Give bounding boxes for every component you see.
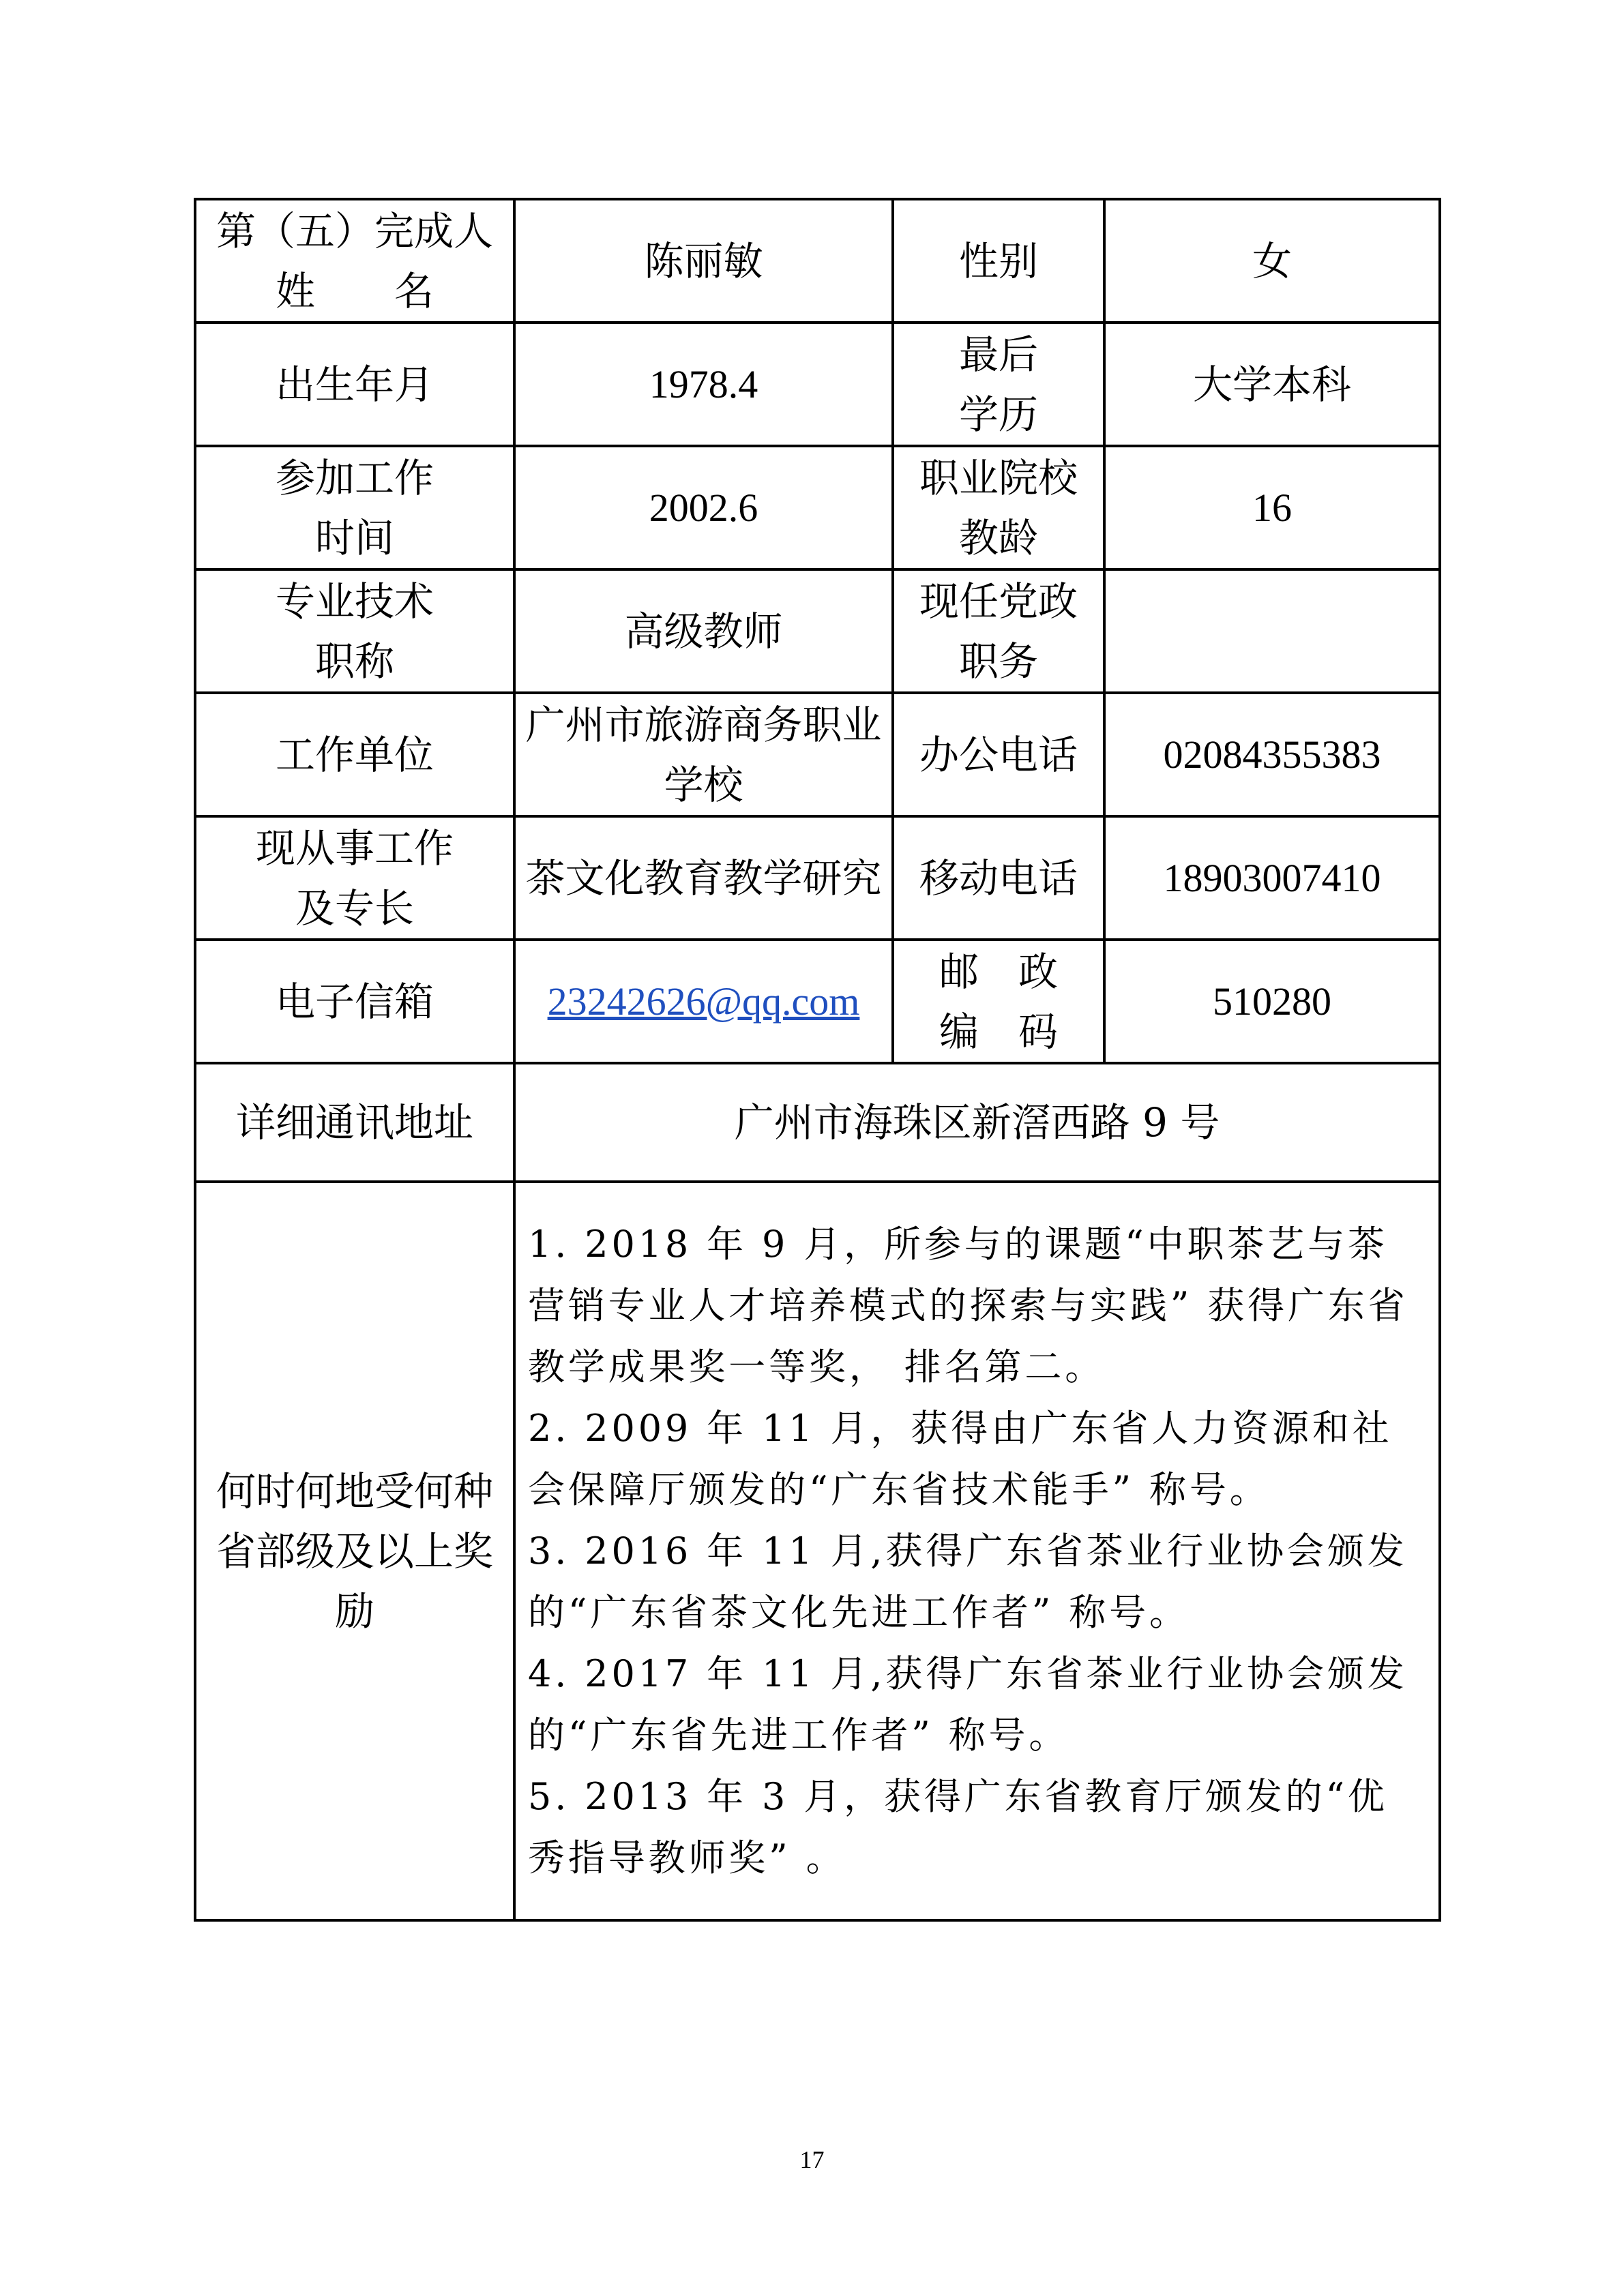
- row-email: [195, 940, 1440, 1063]
- email-label: 电子信箱: [195, 940, 514, 1063]
- personal-info-form: [194, 198, 1441, 1922]
- specialty-value: 茶文化教育教学研究: [514, 816, 893, 940]
- row-title: [195, 569, 1440, 693]
- row-specialty: [195, 816, 1440, 940]
- row-work-start: [195, 446, 1440, 569]
- gender-label: 性别: [893, 199, 1104, 323]
- postcode-value: 510280: [1104, 940, 1440, 1063]
- awards-list: [514, 1182, 1440, 1920]
- work-start-label: 参加工作 时间: [195, 446, 514, 569]
- birth-label: 出生年月: [195, 323, 514, 446]
- award-item: 1. 2018 年 9 月，所参与的课题“中职茶艺与茶营销专业人才培养模式的探索与实践” 获得广东省教学成果奖一等奖， 排名第二。: [528, 1222, 1408, 1388]
- mobile-label: 移动电话: [893, 816, 1104, 940]
- email-cell: [514, 940, 893, 1063]
- address-label: 详细通讯地址: [195, 1063, 514, 1182]
- office-phone-label: 办公电话: [893, 693, 1104, 816]
- address-value: 广州市海珠区新滘西路 9 号: [514, 1063, 1440, 1182]
- award-item: 2. 2009 年 11 月，获得由广东省人力资源和社会保障厅颁发的“广东省技术能手” 称号。: [528, 1406, 1393, 1511]
- professional-title-value: 高级教师: [514, 569, 893, 693]
- row-employer: [195, 693, 1440, 816]
- party-post-label: 现任党政 职务: [893, 569, 1104, 693]
- education-value: 大学本科: [1104, 323, 1440, 446]
- row-awards: [195, 1182, 1440, 1920]
- postcode-label: 邮 政 编 码: [893, 940, 1104, 1063]
- birth-value: 1978.4: [514, 323, 893, 446]
- teaching-years-label: 职业院校 教龄: [893, 446, 1104, 569]
- award-item: 4. 2017 年 11 月,获得广东省茶业行业协会颁发的“广东省先进工作者” 称号。: [528, 1652, 1408, 1757]
- gender-value: 女: [1104, 199, 1440, 323]
- party-post-value: [1104, 569, 1440, 693]
- row-birth: [195, 323, 1440, 446]
- award-item: 3. 2016 年 11 月,获得广东省茶业行业协会颁发的“广东省茶文化先进工作者” 称号。: [528, 1529, 1408, 1634]
- row-name: [195, 199, 1440, 323]
- name-value: 陈丽敏: [514, 199, 893, 323]
- row-address: [195, 1063, 1440, 1182]
- employer-value: 广州市旅游商务职业 学校: [514, 693, 893, 816]
- education-label: 最后 学历: [893, 323, 1104, 446]
- work-start-value: 2002.6: [514, 446, 893, 569]
- award-item: 5. 2013 年 3 月，获得广东省教育厅颁发的“优秀指导教师奖” 。: [528, 1774, 1388, 1879]
- awards-label: 何时何地受何种 省部级及以上奖励: [195, 1182, 514, 1920]
- mobile-value: 18903007410: [1104, 816, 1440, 940]
- email-link[interactable]: 23242626@qq.com: [547, 979, 860, 1024]
- specialty-label: 现从事工作 及专长: [195, 816, 514, 940]
- page-number: 17: [799, 2146, 825, 2173]
- name-label: 第（五）完成人 姓 名: [195, 199, 514, 323]
- professional-title-label: 专业技术 职称: [195, 569, 514, 693]
- office-phone-value: 02084355383: [1104, 693, 1440, 816]
- employer-label: 工作单位: [195, 693, 514, 816]
- teaching-years-value: 16: [1104, 446, 1440, 569]
